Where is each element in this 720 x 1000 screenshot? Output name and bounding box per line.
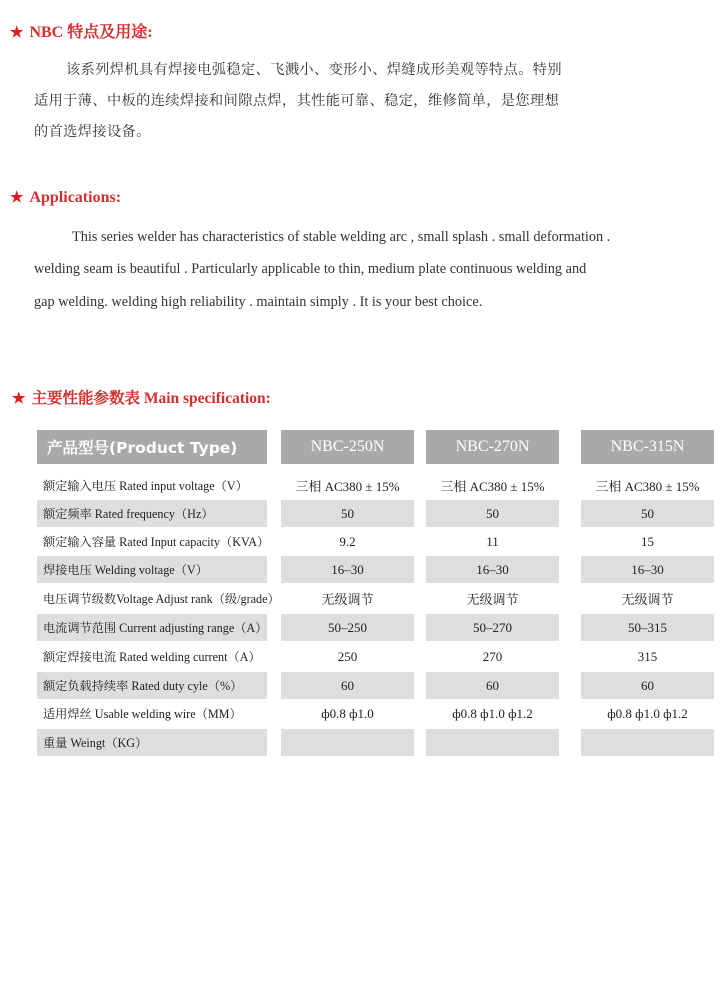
- star-icon: ★: [12, 391, 26, 407]
- table-cell: 270: [482, 648, 503, 664]
- row-label: 电压调节级数Voltage Adjust rank（级/grade）: [43, 592, 280, 606]
- row-label: 额定负载持续率 Rated duty cyle（%）: [37, 672, 267, 699]
- table-cell: 50–250: [281, 614, 414, 641]
- table-cell: 60: [426, 672, 559, 699]
- table-cell: 16–30: [581, 556, 714, 583]
- table-cell: 11: [486, 533, 499, 549]
- table-cell: 50–315: [581, 614, 714, 641]
- table-cell: ф0.8 ф1.0: [321, 705, 374, 721]
- table-cell: 60: [281, 672, 414, 699]
- table-cell: 三相 AC380 ± 15%: [440, 479, 545, 494]
- table-row: [0, 700, 720, 728]
- table-cell: 50: [281, 500, 414, 527]
- row-label: 额定焊接电流 Rated welding current（A）: [43, 650, 261, 664]
- table-row: [0, 556, 720, 584]
- features-line-3: 的首选焊接设备。: [34, 124, 151, 140]
- table-cell: 250: [337, 648, 358, 664]
- table-cell: 16–30: [281, 556, 414, 583]
- row-label: 额定频率 Rated frequency（Hz）: [37, 500, 267, 527]
- table-cell: 16–30: [426, 556, 559, 583]
- spec-title: 主要性能参数表 Main specification:: [31, 390, 271, 407]
- table-cell: [581, 729, 714, 756]
- features-title: NBC 特点及用途:: [29, 24, 153, 41]
- table-cell: [281, 729, 414, 756]
- applications-line-1: This series welder has characteristics of stable welding arc , small splash . small deformation .: [72, 229, 611, 245]
- table-cell: 9.2: [339, 533, 356, 549]
- table-cell: 60: [581, 672, 714, 699]
- table-header-nbc-270n: NBC-270N: [426, 430, 559, 464]
- applications-line-2: welding seam is beautiful . Particularly applicable to thin, medium plate continuous welding and: [34, 261, 587, 277]
- table-cell: 三相 AC380 ± 15%: [295, 479, 400, 494]
- table-row: [0, 729, 720, 757]
- row-label: 额定输入容量 Rated Input capacity（KVA）: [43, 535, 270, 549]
- table-header-nbc-315n: NBC-315N: [581, 430, 714, 464]
- row-label: 焊接电压 Welding voltage（V）: [37, 556, 267, 583]
- star-icon: ★: [10, 25, 24, 41]
- table-cell: 50: [581, 500, 714, 527]
- table-cell: 三相 AC380 ± 15%: [595, 479, 700, 494]
- table-row: [0, 672, 720, 700]
- table-cell: 无级调节: [466, 592, 519, 607]
- table-cell: ф0.8 ф1.0 ф1.2: [607, 705, 688, 721]
- table-row: [0, 585, 720, 613]
- table-header-nbc-250n: NBC-250N: [281, 430, 414, 464]
- table-row: [0, 528, 720, 556]
- table-row: [0, 643, 720, 671]
- features-line-2: 适用于薄、中板的连续焊接和间隙点焊，其性能可靠、稳定，维修简单，是您理想: [34, 93, 560, 109]
- table-cell: 50: [426, 500, 559, 527]
- row-label: 适用焊丝 Usable welding wire（MM）: [43, 707, 242, 721]
- table-header-product-type: 产品型号(Product Type): [37, 430, 267, 464]
- table-row: [0, 614, 720, 642]
- table-cell: ф0.8 ф1.0 ф1.2: [452, 705, 533, 721]
- table-cell: 无级调节: [321, 592, 374, 607]
- applications-line-3: gap welding. welding high reliability . maintain simply . It is your best choice.: [34, 294, 483, 310]
- table-cell: 315: [637, 648, 658, 664]
- applications-title: Applications:: [29, 189, 122, 206]
- table-cell: 无级调节: [621, 592, 674, 607]
- applications-heading: [10, 188, 121, 207]
- star-icon: ★: [10, 190, 24, 206]
- features-heading: [10, 19, 153, 42]
- table-cell: 50–270: [426, 614, 559, 641]
- table-cell: [426, 729, 559, 756]
- table-row: [0, 500, 720, 528]
- row-label: 额定输入电压 Rated input voltage（V）: [43, 479, 248, 493]
- table-cell: 15: [641, 533, 654, 549]
- spec-heading: [12, 386, 271, 408]
- features-line-1: 该系列焊机具有焊接电弧稳定、飞溅小、变形小、焊缝成形美观等特点。特别: [66, 62, 562, 78]
- table-row: [0, 472, 720, 500]
- row-label: 电流调节范围 Current adjusting range（A）: [37, 614, 267, 641]
- row-label: 重量 Weingt（KG）: [37, 729, 267, 756]
